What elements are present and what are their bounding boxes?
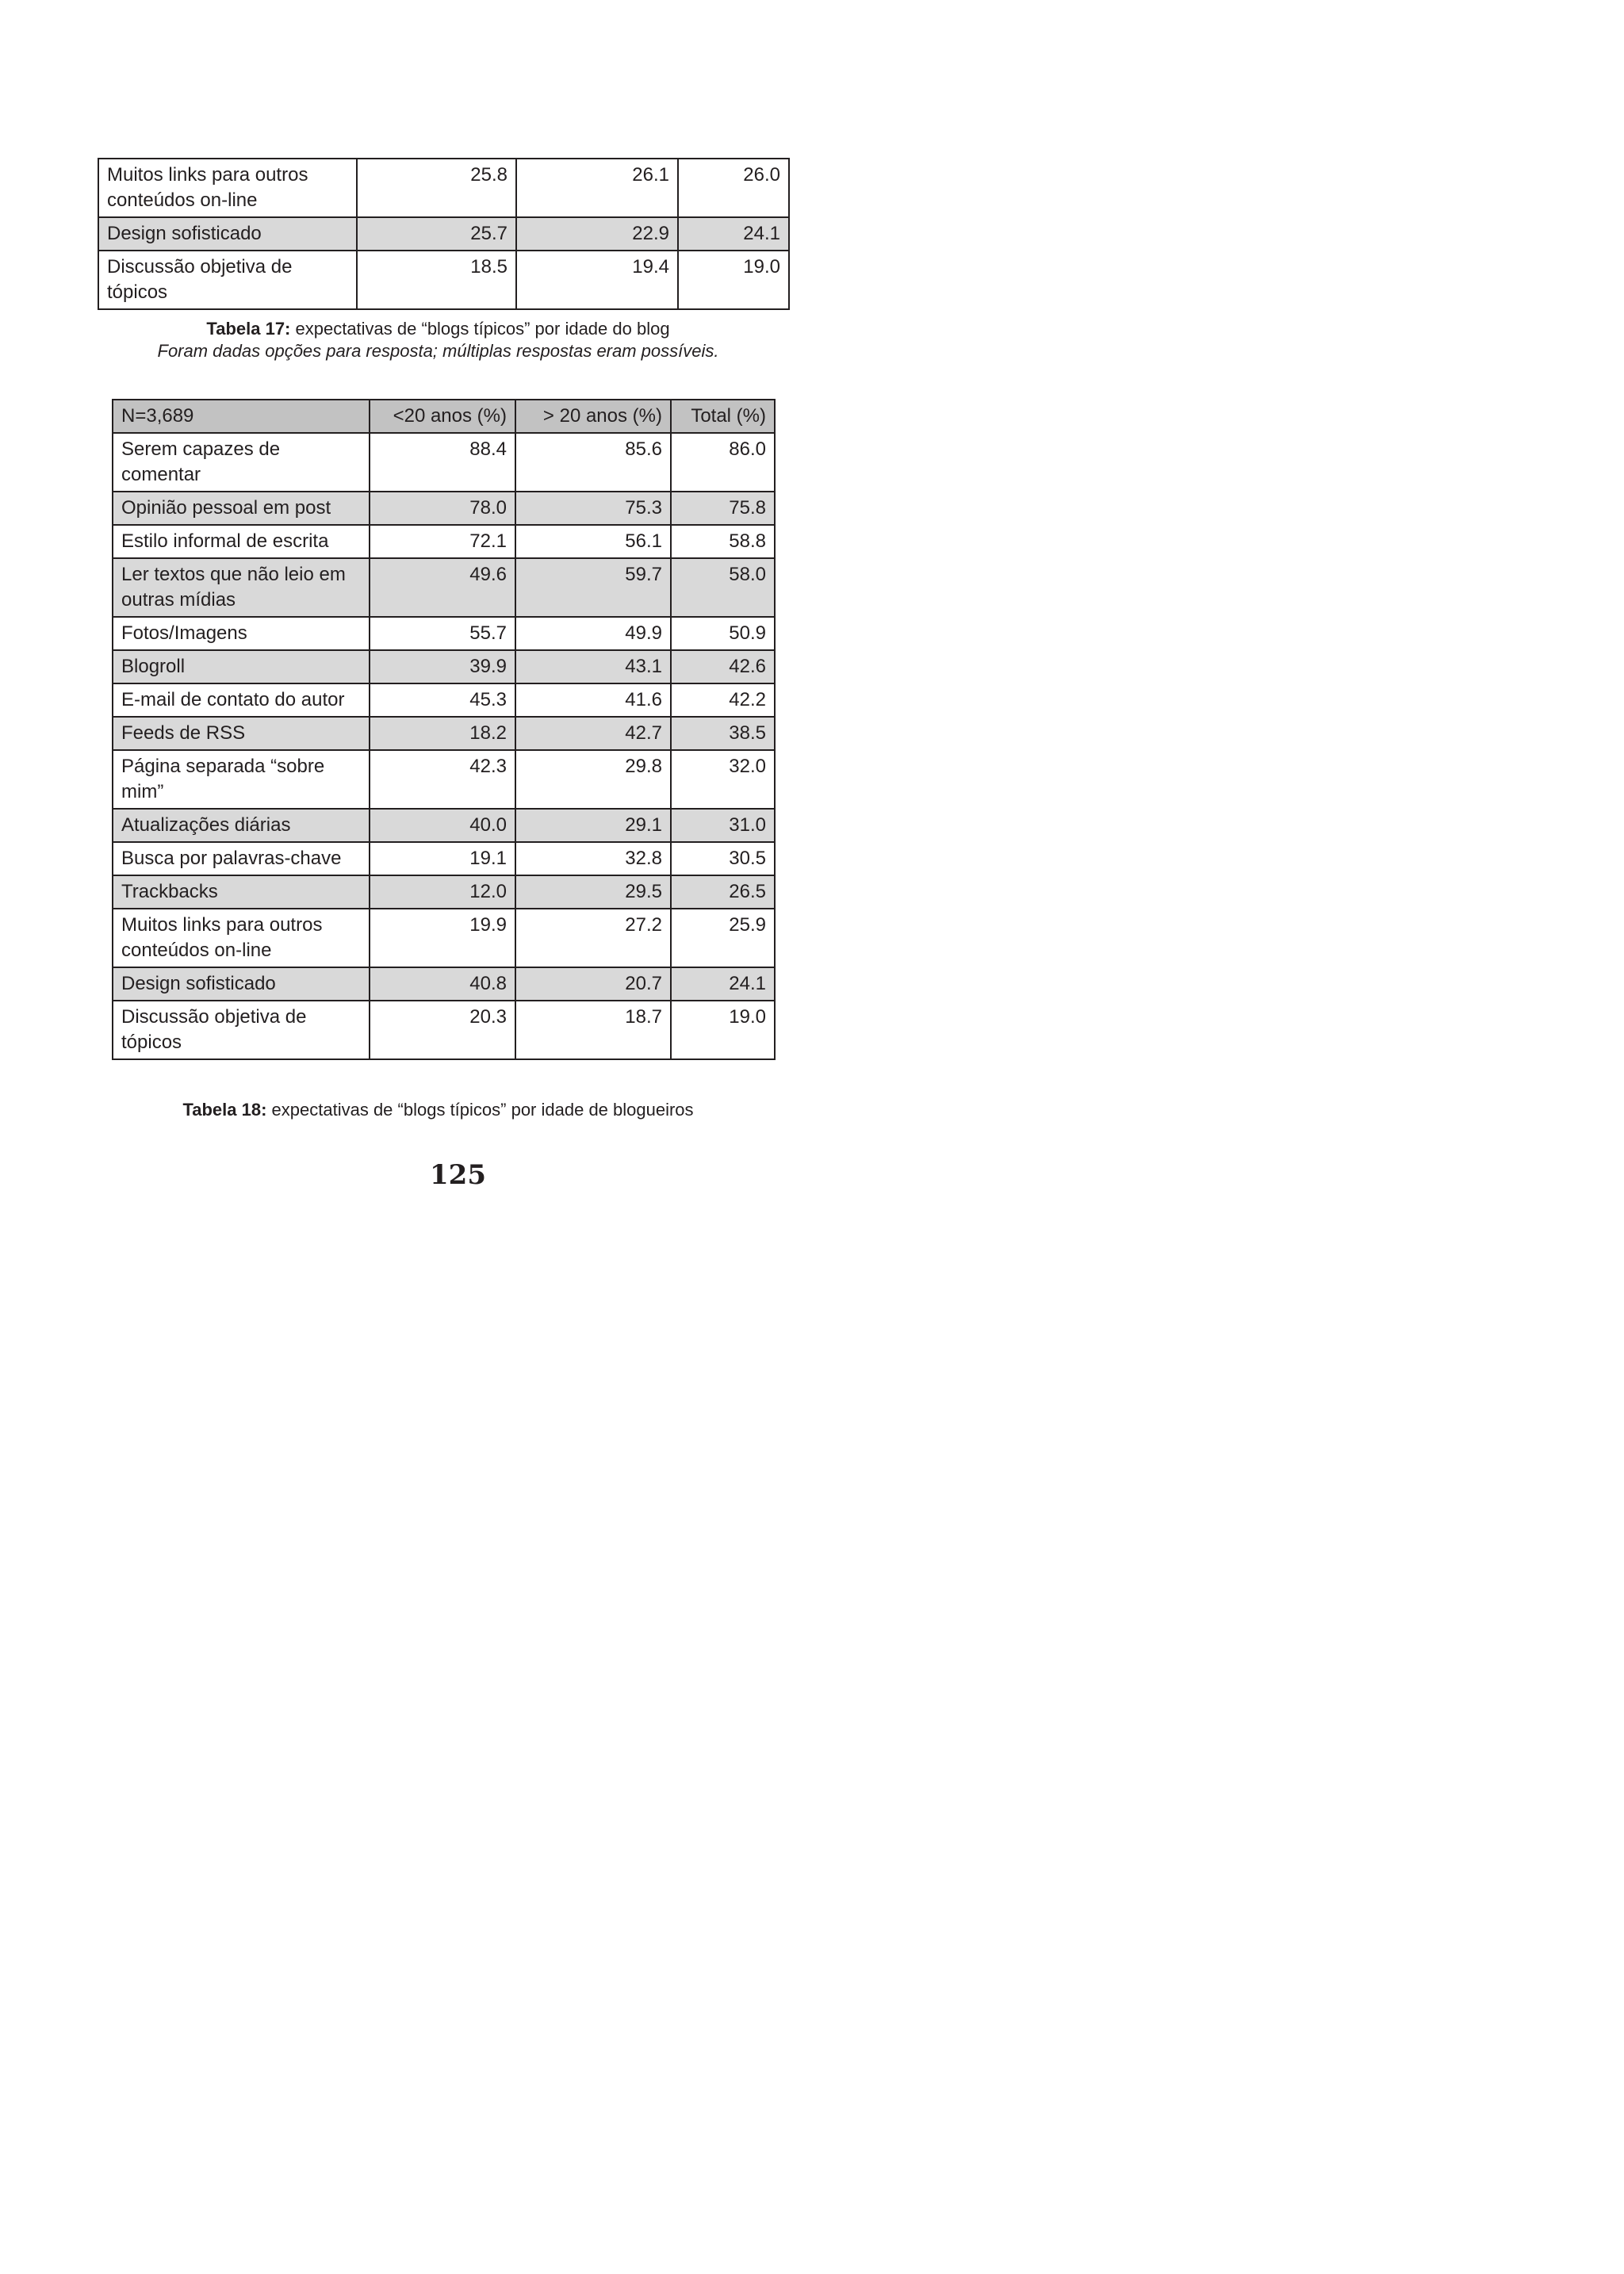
row-label: Atualizações diárias [113, 809, 370, 842]
header-cell: <20 anos (%) [370, 400, 515, 433]
table-17-note: Foram dadas opções para resposta; múltiplas respostas eram possíveis. [157, 341, 719, 361]
row-label: Ler textos que não leio em outras mídias [113, 558, 370, 617]
value-cell: 75.3 [515, 492, 671, 525]
value-cell: 25.9 [671, 909, 775, 967]
value-cell: 19.9 [370, 909, 515, 967]
value-cell: 29.8 [515, 750, 671, 809]
value-cell: 22.9 [516, 217, 678, 251]
value-cell: 39.9 [370, 650, 515, 683]
value-cell: 49.6 [370, 558, 515, 617]
table-17-caption [0, 318, 876, 340]
row-label: Página separada “sobre mim” [113, 750, 370, 809]
value-cell: 26.1 [516, 159, 678, 217]
value-cell: 18.5 [357, 251, 516, 309]
value-cell: 26.0 [678, 159, 789, 217]
row-label: Muitos links para outros conteúdos on-line [113, 909, 370, 967]
table-row [98, 217, 789, 251]
value-cell: 25.7 [357, 217, 516, 251]
value-cell: 78.0 [370, 492, 515, 525]
table-header-row [113, 400, 775, 433]
value-cell: 59.7 [515, 558, 671, 617]
value-cell: 55.7 [370, 617, 515, 650]
row-label: Fotos/Imagens [113, 617, 370, 650]
value-cell: 25.8 [357, 159, 516, 217]
table-row [113, 967, 775, 1001]
header-cell: N=3,689 [113, 400, 370, 433]
value-cell: 42.6 [671, 650, 775, 683]
value-cell: 18.2 [370, 717, 515, 750]
value-cell: 32.0 [671, 750, 775, 809]
header-cell: > 20 anos (%) [515, 400, 671, 433]
table-18-caption-label: Tabela 18: [182, 1100, 267, 1120]
table-row [113, 433, 775, 492]
row-label: Muitos links para outros conteúdos on-line [98, 159, 357, 217]
table-18 [112, 399, 776, 1060]
value-cell: 88.4 [370, 433, 515, 492]
row-label: Trackbacks [113, 875, 370, 909]
table-row [113, 558, 775, 617]
table-row [113, 650, 775, 683]
value-cell: 86.0 [671, 433, 775, 492]
table-row [113, 750, 775, 809]
table-row [113, 842, 775, 875]
value-cell: 56.1 [515, 525, 671, 558]
table-17-body [98, 159, 789, 309]
row-label: E-mail de contato do autor [113, 683, 370, 717]
row-label: Busca por palavras-chave [113, 842, 370, 875]
value-cell: 38.5 [671, 717, 775, 750]
table-18-caption [0, 1099, 876, 1121]
table-row [113, 717, 775, 750]
value-cell: 29.1 [515, 809, 671, 842]
value-cell: 29.5 [515, 875, 671, 909]
table-row [98, 159, 789, 217]
row-label: Design sofisticado [113, 967, 370, 1001]
value-cell: 12.0 [370, 875, 515, 909]
table-17 [98, 158, 790, 310]
row-label: Blogroll [113, 650, 370, 683]
table-row [113, 525, 775, 558]
value-cell: 75.8 [671, 492, 775, 525]
row-label: Discussão objetiva de tópicos [98, 251, 357, 309]
table-row [113, 875, 775, 909]
table-17-caption-label: Tabela 17: [206, 319, 291, 339]
value-cell: 42.3 [370, 750, 515, 809]
table-row [113, 809, 775, 842]
value-cell: 27.2 [515, 909, 671, 967]
value-cell: 40.0 [370, 809, 515, 842]
table-row [113, 492, 775, 525]
value-cell: 50.9 [671, 617, 775, 650]
value-cell: 24.1 [678, 217, 789, 251]
table-18-body [113, 400, 775, 1059]
value-cell: 19.0 [671, 1001, 775, 1059]
value-cell: 26.5 [671, 875, 775, 909]
row-label: Serem capazes de comentar [113, 433, 370, 492]
row-label: Design sofisticado [98, 217, 357, 251]
value-cell: 32.8 [515, 842, 671, 875]
value-cell: 19.4 [516, 251, 678, 309]
value-cell: 58.8 [671, 525, 775, 558]
row-label: Opinião pessoal em post [113, 492, 370, 525]
table-row [113, 617, 775, 650]
value-cell: 42.7 [515, 717, 671, 750]
value-cell: 45.3 [370, 683, 515, 717]
value-cell: 85.6 [515, 433, 671, 492]
value-cell: 72.1 [370, 525, 515, 558]
row-label: Estilo informal de escrita [113, 525, 370, 558]
value-cell: 20.7 [515, 967, 671, 1001]
value-cell: 42.2 [671, 683, 775, 717]
row-label: Feeds de RSS [113, 717, 370, 750]
value-cell: 30.5 [671, 842, 775, 875]
value-cell: 24.1 [671, 967, 775, 1001]
value-cell: 18.7 [515, 1001, 671, 1059]
value-cell: 31.0 [671, 809, 775, 842]
value-cell: 58.0 [671, 558, 775, 617]
row-label: Discussão objetiva de tópicos [113, 1001, 370, 1059]
value-cell: 49.9 [515, 617, 671, 650]
value-cell: 19.0 [678, 251, 789, 309]
table-row [98, 251, 789, 309]
value-cell: 19.1 [370, 842, 515, 875]
table-18-caption-text: expectativas de “blogs típicos” por idade de blogueiros [266, 1100, 694, 1120]
value-cell: 43.1 [515, 650, 671, 683]
value-cell: 20.3 [370, 1001, 515, 1059]
table-17-caption-text: expectativas de “blogs típicos” por idade do blog [290, 319, 670, 339]
table-row [113, 683, 775, 717]
page-number: 125 [430, 1159, 486, 1191]
value-cell: 40.8 [370, 967, 515, 1001]
table-row [113, 909, 775, 967]
value-cell: 41.6 [515, 683, 671, 717]
header-cell: Total (%) [671, 400, 775, 433]
table-row [113, 1001, 775, 1059]
